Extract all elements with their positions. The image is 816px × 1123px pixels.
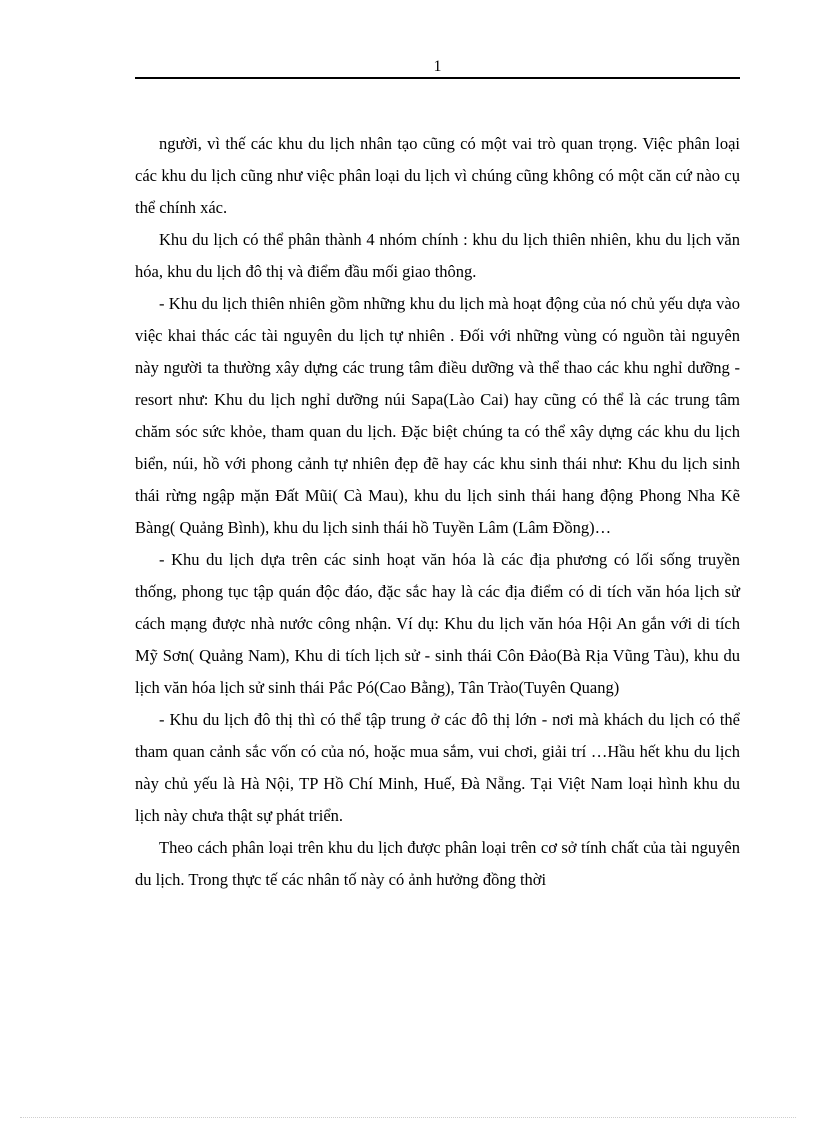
header-rule: [135, 77, 740, 79]
body-text: [135, 128, 740, 896]
paragraph-conclusion: Theo cách phân loại trên khu du lịch được phân loại trên cơ sở tính chất của tài nguyên du lịch. Trong thực tế các nhân tố này có ảnh hưởng đồng thời: [135, 838, 740, 889]
paragraph-cultural-tourism: - Khu du lịch dựa trên các sinh hoạt văn hóa là các địa phương có lối sống truyền thống, phong tục tập quán độc đáo, đặc sắc hay là các địa điểm có di tích văn hóa lịch sử cách mạng được nhà nước công nhận. Ví dụ: Khu du lịch văn hóa Hội An gắn với di tích Mỹ Sơn( Quảng Nam), Khu di tích lịch sử - sinh thái Côn Đảo(Bà Rịa Vũng Tàu), khu du lịch văn hóa lịch sử sinh thái Pắc Pó(Cao Bằng), Tân Trào(Tuyên Quang): [135, 550, 740, 697]
paragraph-nature-tourism: - Khu du lịch thiên nhiên gồm những khu du lịch mà hoạt động của nó chủ yếu dựa vào việc khai thác các tài nguyên du lịch tự nhiên . Đối với những vùng có nguồn tài nguyên này người ta thường xây dựng các trung tâm điều dưỡng và thể thao các khu nghỉ dưỡng - resort như: Khu du lịch nghỉ dưỡng núi Sapa(Lào Cai) hay cũng có thể là các trung tâm chăm sóc sức khỏe, tham quan du lịch. Đặc biệt chúng ta có thể xây dựng các khu du lịch biển, núi, hồ với phong cảnh tự nhiên đẹp đẽ hay các khu sinh thái như: Khu du lịch sinh thái rừng ngập mặn Đất Mũi( Cà Mau), khu du lịch sinh thái hang động Phong Nha Kẽ Bàng( Quảng Bình), khu du lịch sinh thái hồ Tuyền Lâm (Lâm Đồng)…: [135, 294, 740, 537]
page-number: 1: [433, 58, 442, 75]
paragraph-urban-tourism: - Khu du lịch đô thị thì có thể tập trung ở các đô thị lớn - nơi mà khách du lịch có thể tham quan cảnh sắc vốn có của nó, hoặc mua sắm, vui chơi, giải trí …Hầu hết khu du lịch này chủ yếu là Hà Nội, TP Hồ Chí Minh, Huế, Đà Nẵng. Tại Việt Nam loại hình khu du lịch này chưa thật sự phát triển.: [135, 710, 740, 825]
paragraph-classification: Khu du lịch có thể phân thành 4 nhóm chính : khu du lịch thiên nhiên, khu du lịch văn hóa, khu du lịch đô thị và điểm đầu mối giao thông.: [135, 230, 740, 281]
paragraph-continuation: người, vì thế các khu du lịch nhân tạo cũng có một vai trò quan trọng. Việc phân loại các khu du lịch cũng như việc phân loại du lịch vì chúng cũng không có một căn cứ nào cụ thể chính xác.: [135, 134, 740, 217]
footer-dotted-line: [20, 1117, 796, 1118]
